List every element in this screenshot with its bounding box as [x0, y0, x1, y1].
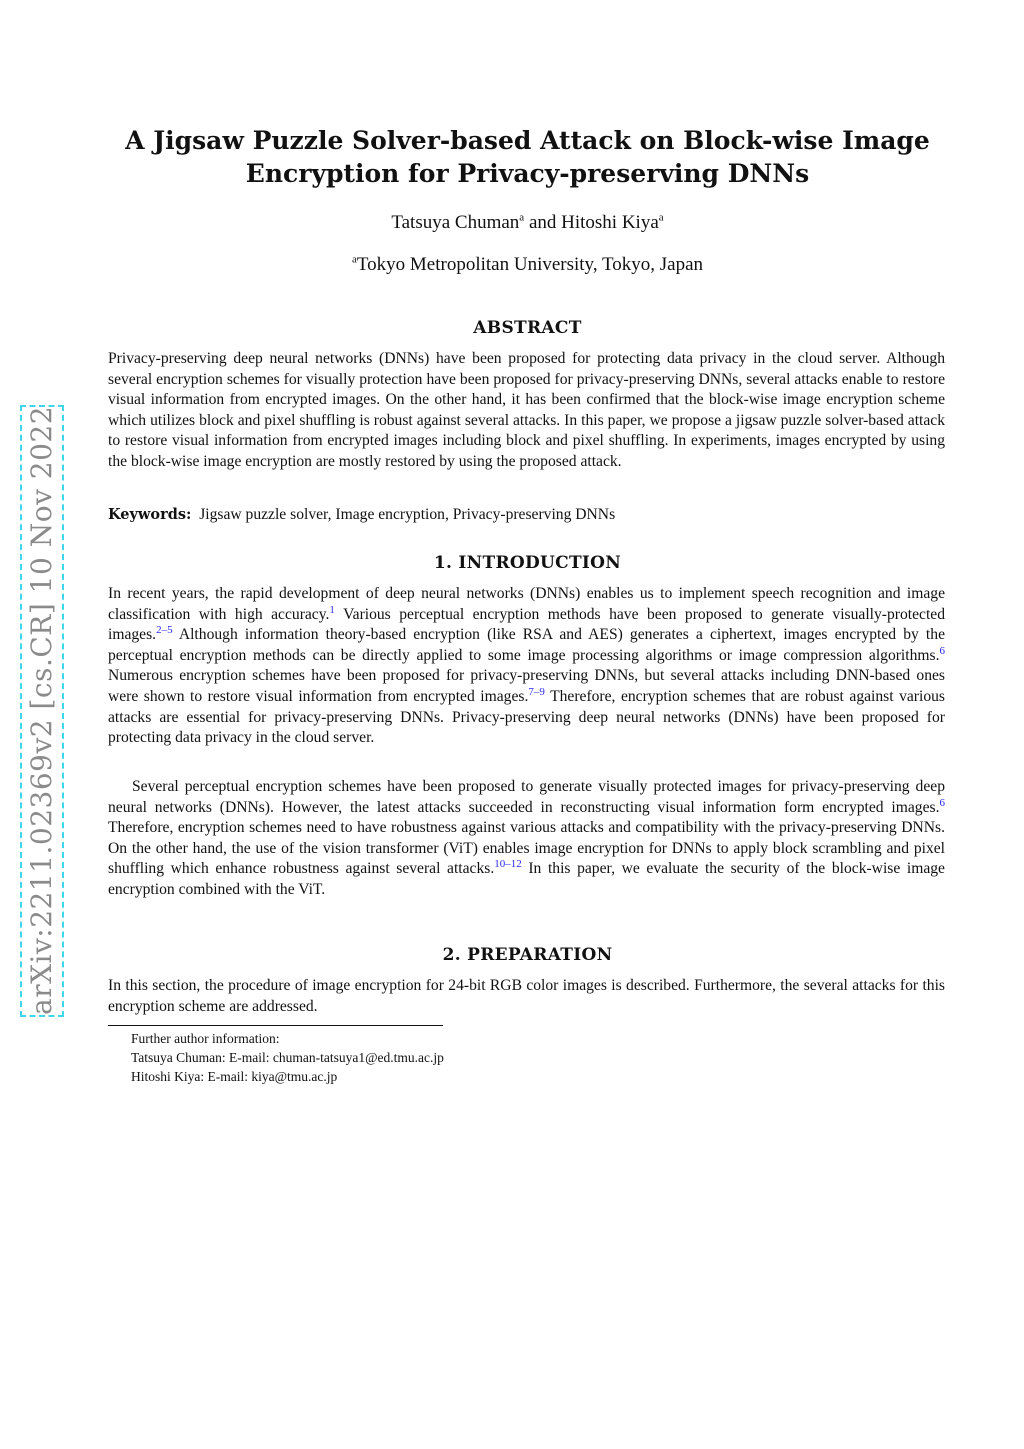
intro-p1-text: Although information theory-based encryption (like RSA and AES) generates a ciphertext, images encrypted by the perceptual encryption methods can be directly applied to some image processing algorithms or image compression algorithms. [108, 626, 945, 664]
citation-link[interactable]: 6 [939, 796, 945, 809]
keywords-text: Jigsaw puzzle solver, Image encryption, Privacy-preserving DNNs [199, 506, 616, 523]
introduction-paragraph-2 [108, 777, 945, 901]
intro-p1-text: Numerous encryption schemes have been proposed for privacy-preserving DNNs, but several attacks including DNN-based ones were shown to restore visual information from encrypted images. [108, 667, 945, 705]
arxiv-identifier[interactable]: arXiv:2211.02369v2 [cs.CR] 10 Nov 2022 [25, 405, 58, 1015]
author-conjunction: and [524, 212, 562, 233]
author-2-affil-mark: a [658, 211, 664, 224]
affiliation-text: Tokyo Metropolitan University, Tokyo, Japan [356, 254, 704, 275]
footnote-line: Tatsuya Chuman: E-mail: chuman-tatsuya1@ed.tmu.ac.jp [131, 1050, 444, 1065]
intro-p2-text: In this paper, we evaluate the security of the block-wise image encryption combined with the ViT. [108, 860, 945, 898]
affiliation-mark: a [351, 253, 357, 266]
introduction-paragraph-1 [108, 584, 945, 749]
intro-p2-text: Several perceptual encryption schemes have been proposed to generate visually protected images for privacy-preserving deep neural networks (DNNs). However, the latest attacks succeeded in reconstructing visual information form encrypted images. [108, 778, 945, 816]
author-list [110, 212, 945, 234]
citation-link[interactable]: 1 [329, 603, 335, 616]
footnote-divider [108, 1025, 443, 1026]
abstract-text: Privacy-preserving deep neural networks (DNNs) have been proposed for protecting data privacy in the cloud server. Although several encryption schemes for visually protection have been proposed for privacy-preserving DNNs, several attacks enable to restore visual information from encrypted images. On the other hand, it has been confirmed that the block-wise image encryption scheme which utilizes block and pixel shuffling is robust against several attacks. In this paper, we propose a jigsaw puzzle solver-based attack to restore visual information from encrypted images including block and pixel shuffling. In experiments, images encrypted by using the block-wise image encryption are mostly restored by using the proposed attack. [108, 350, 945, 470]
citation-link[interactable]: 2–5 [156, 624, 173, 636]
preparation-text: In this section, the procedure of image encryption for 24-bit RGB color images is described. Furthermore, the several attacks for this encryption scheme are addressed. [108, 977, 945, 1015]
title-line-1: A Jigsaw Puzzle Solver-based Attack on Block-wise Image [125, 126, 930, 155]
citation-link[interactable]: 7–9 [528, 685, 545, 698]
citation-link[interactable]: 10–12 [494, 858, 522, 871]
intro-p1-text: Various perceptual encryption methods have been proposed to generate visually-protected images. [108, 605, 946, 644]
introduction-heading: 1. INTRODUCTION [433, 553, 622, 573]
footnote-line: Further author information: [131, 1031, 280, 1046]
author-2: Hitoshi Kiya [561, 212, 659, 233]
keywords-label: Keywords: [108, 506, 192, 523]
affiliation [110, 254, 945, 276]
preparation-heading: 2. PREPARATION [442, 945, 613, 965]
citation-link[interactable]: 6 [939, 644, 945, 657]
footnotes [131, 1029, 731, 1086]
intro-p1-text: Therefore, encryption schemes that are robust against various attacks are essential for privacy-preserving DNNs. Privacy-preserving deep neural networks (DNNs) have been proposed for protecting data privacy in the cloud server. [108, 687, 945, 747]
author-1-affil-mark: a [519, 211, 525, 224]
paper-title [110, 124, 945, 190]
author-1: Tatsuya Chuman [391, 212, 520, 233]
title-line-2: Encryption for Privacy-preserving DNNs [245, 159, 810, 188]
abstract-heading: ABSTRACT [473, 318, 582, 338]
footnote-line: Hitoshi Kiya: E-mail: kiya@tmu.ac.jp [131, 1069, 338, 1084]
intro-p2-text: Therefore, encryption schemes need to have robustness against various attacks and compatibility with the privacy-preserving DNNs. On the other hand, the use of the vision transformer (ViT) enables image encryption for DNNs to apply block scrambling and pixel shuffling which enhance robustness against several attacks. [108, 819, 945, 878]
intro-p1-text: In recent years, the rapid development of deep neural networks (DNNs) enables us to implement speech recognition and image classification with high accuracy. [108, 585, 945, 623]
keywords [108, 505, 945, 526]
